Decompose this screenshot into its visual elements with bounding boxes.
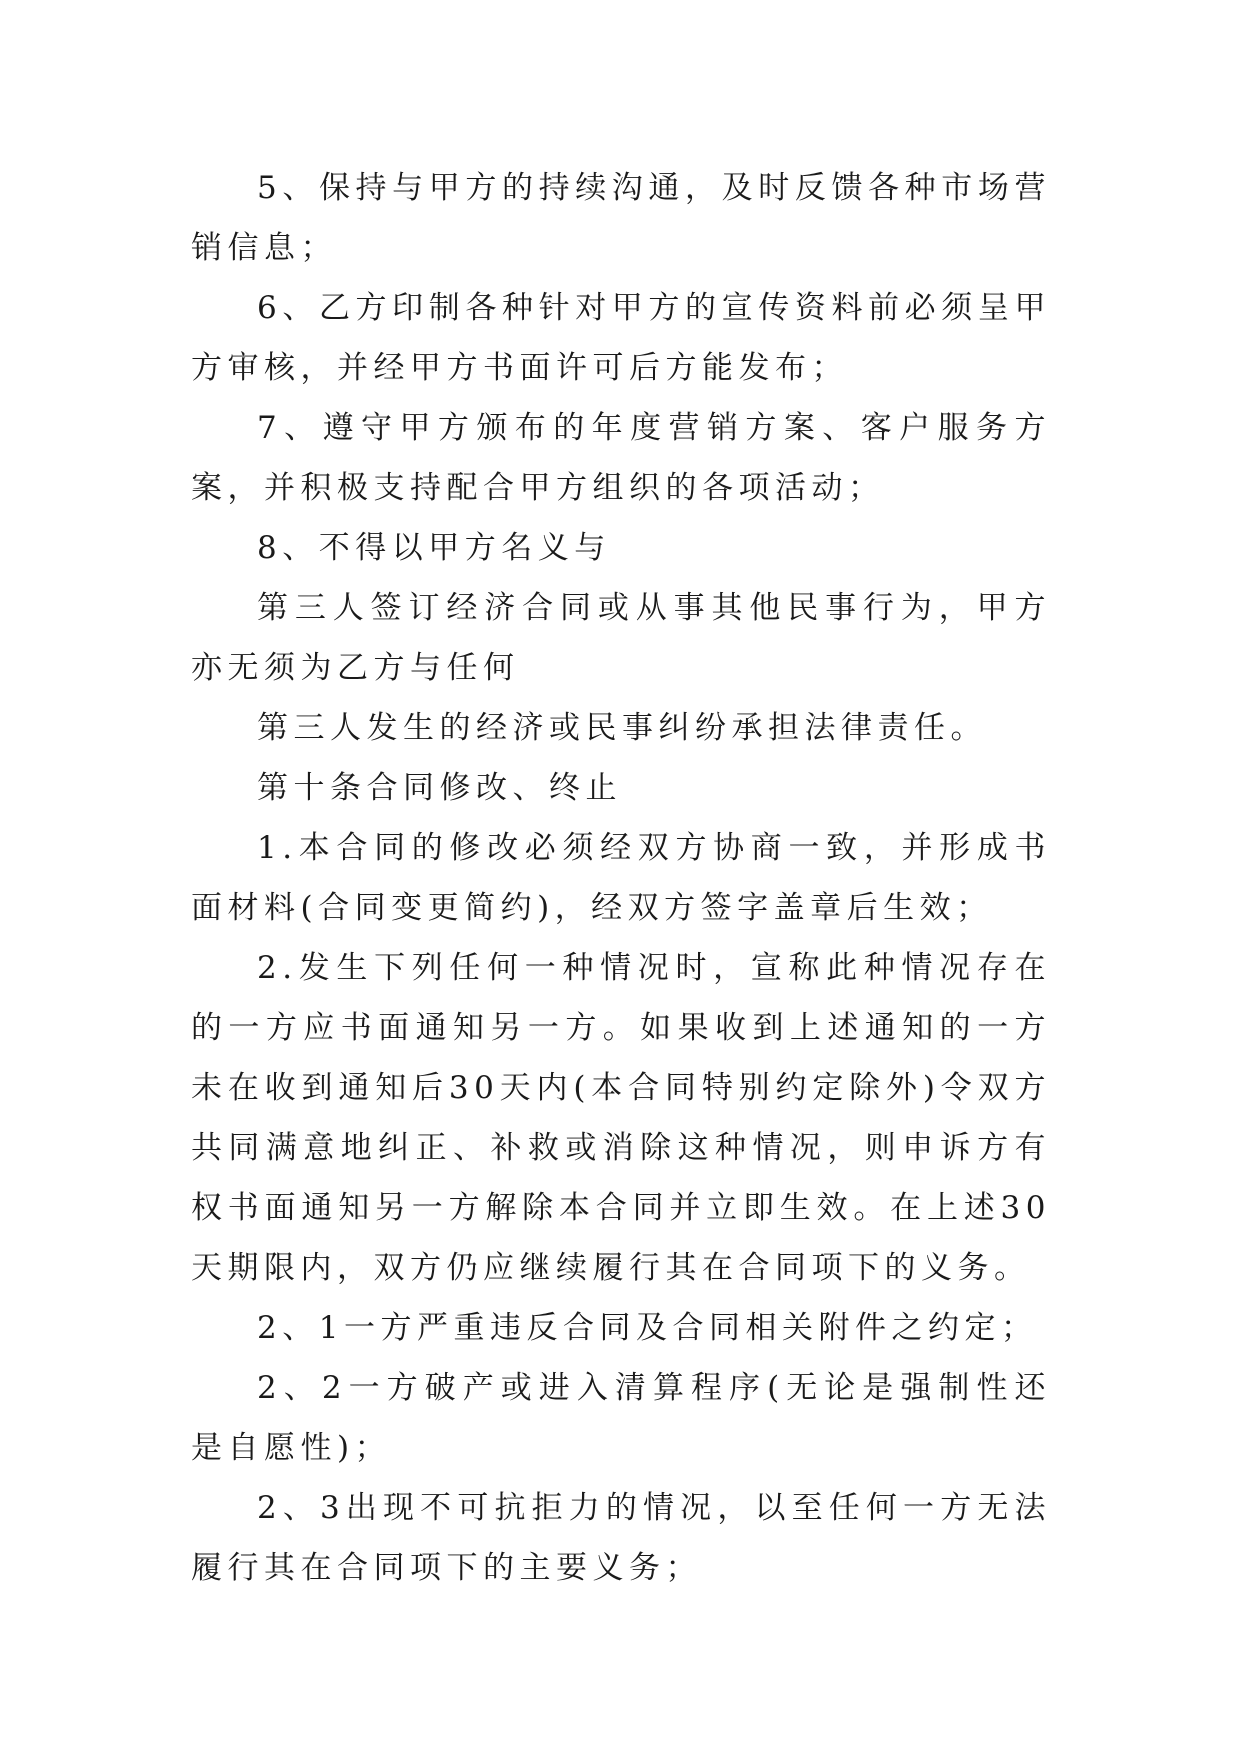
paragraph-clause-5: 5、保持与甲方的持续沟通，及时反馈各种市场营销信息； [191, 170, 1051, 266]
paragraph-item-1: 1.本合同的修改必须经双方协商一致，并形成书面材料(合同变更简约)，经双方签字盖章后生效； [191, 830, 1051, 926]
paragraph-item-2-2: 2、2一方破产或进入清算程序(无论是强制性还是自愿性)； [191, 1370, 1051, 1466]
paragraph-clause-8: 8、不得以甲方名义与 [257, 530, 611, 566]
paragraph-clause-8-continued: 第三人签订经济合同或从事其他民事行为，甲方亦无须为乙方与任何 [191, 590, 1051, 686]
paragraph-item-2-3: 2、3出现不可抗拒力的情况，以至任何一方无法履行其在合同项下的主要义务； [191, 1490, 1051, 1586]
paragraph-clause-7: 7、遵守甲方颁布的年度营销方案、客户服务方案，并积极支持配合甲方组织的各项活动； [191, 410, 1051, 506]
paragraph-clause-8-end: 第三人发生的经济或民事纠纷承担法律责任。 [257, 710, 987, 746]
paragraph-item-2-1: 2、1一方严重违反合同及合同相关附件之约定； [257, 1310, 1038, 1346]
section-heading-article-10: 第十条合同修改、终止 [257, 770, 622, 806]
paragraph-clause-6: 6、乙方印制各种针对甲方的宣传资料前必须呈甲方审核，并经甲方书面许可后方能发布； [191, 290, 1051, 386]
document-body [191, 158, 1051, 1598]
paragraph-item-2: 2.发生下列任何一种情况时，宣称此种情况存在的一方应书面通知另一方。如果收到上述通知的一方未在收到通知后30天内(本合同特别约定除外)令双方共同满意地纠正、补救或消除这种情况，则申诉方有权书面通知另一方解除本合同并立即生效。在上述30天期限内，双方仍应继续履行其在合同项下的义务。 [191, 950, 1051, 1286]
